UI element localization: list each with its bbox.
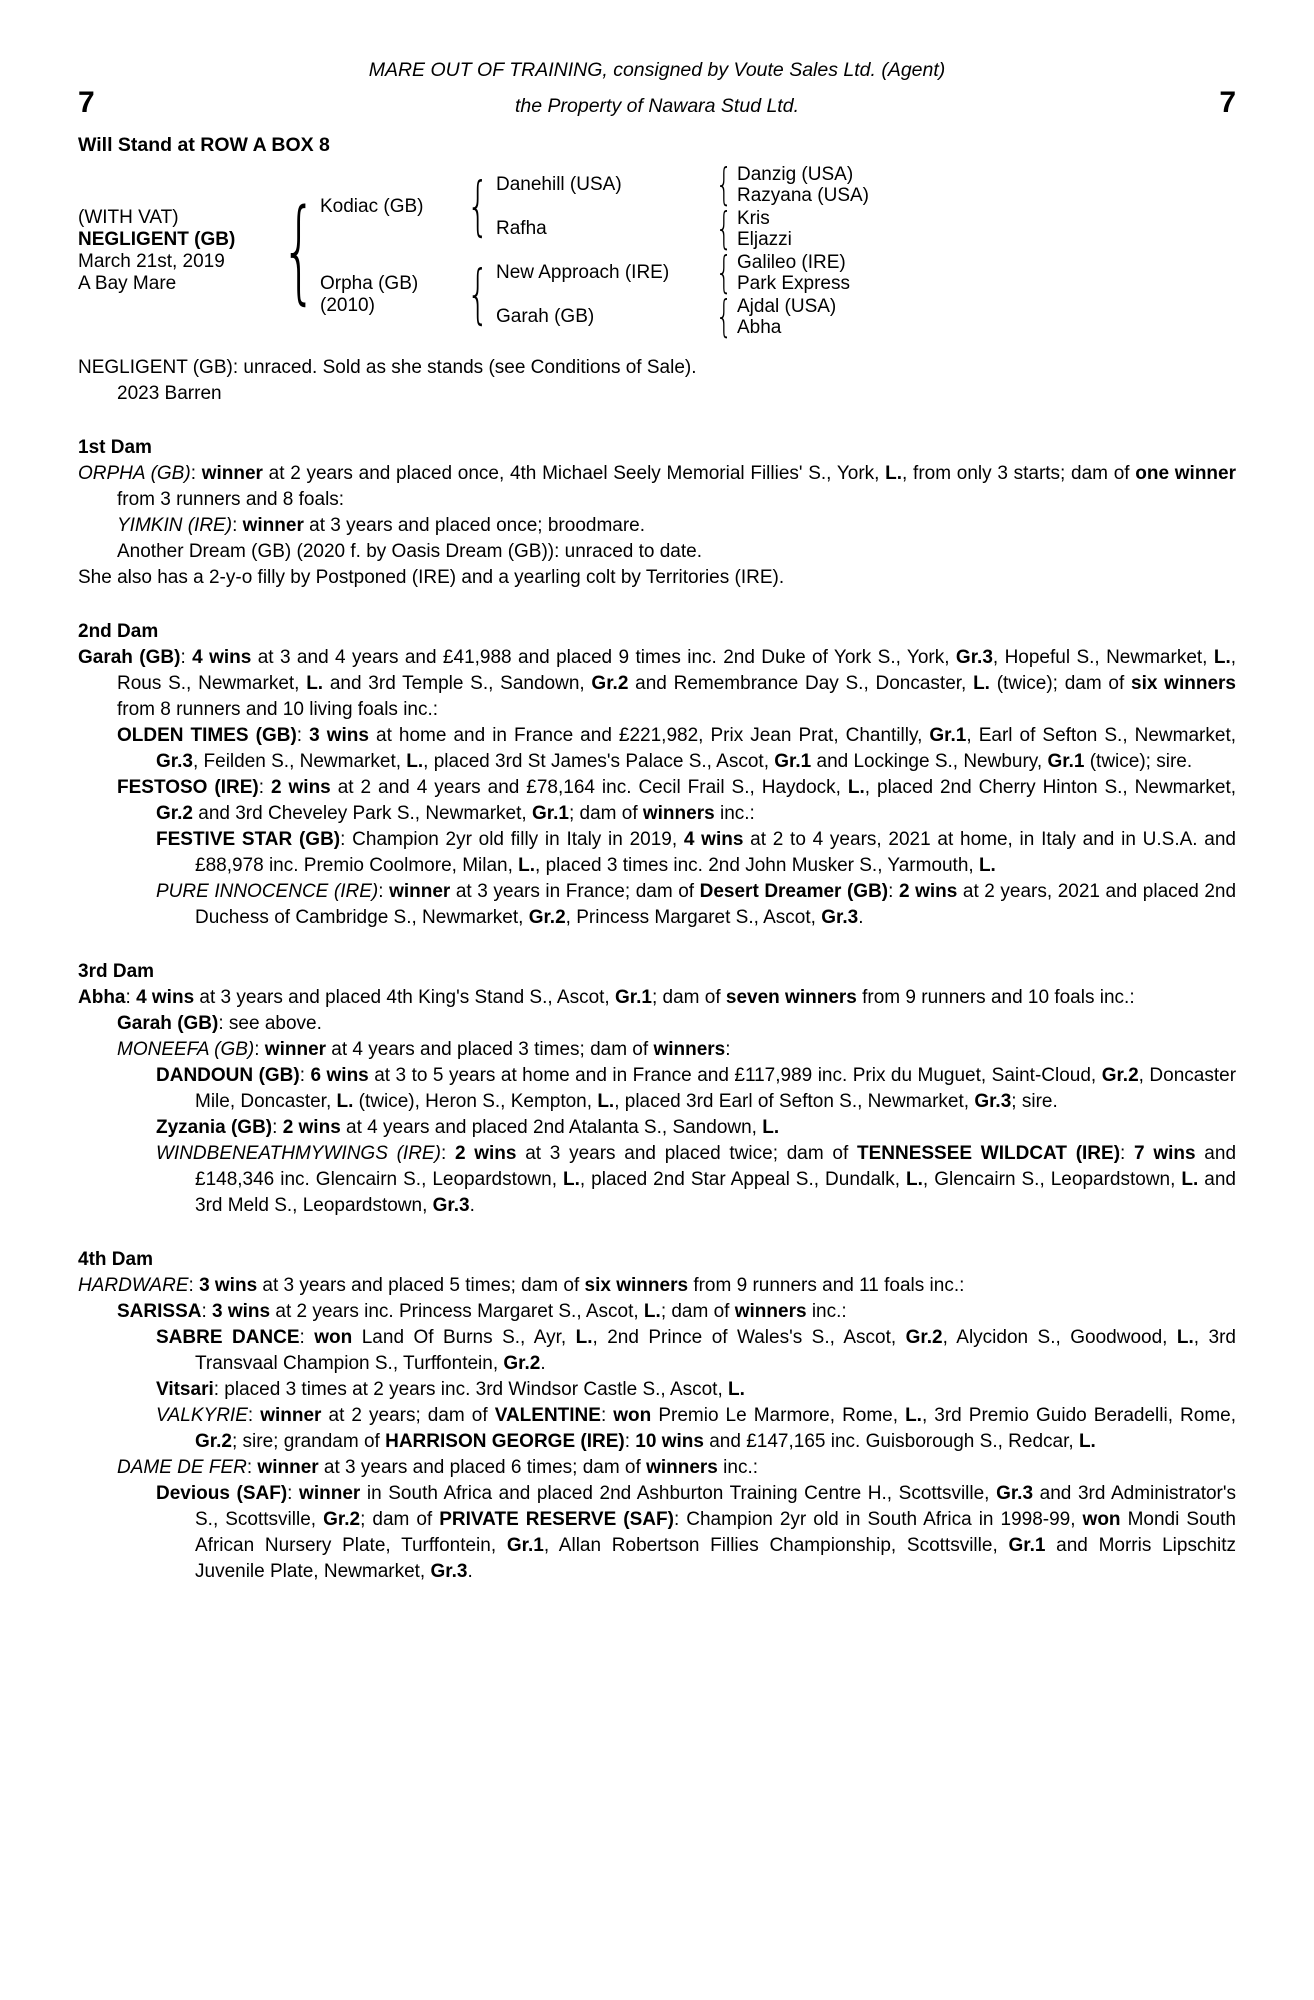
text-segment: , Rous S., Newmarket, — [117, 647, 1237, 694]
body-paragraph — [78, 827, 1236, 879]
body-paragraph — [78, 775, 1236, 827]
text-segment: from 3 runners and 8 foals: — [117, 489, 345, 510]
body-paragraph — [78, 723, 1236, 775]
text-segment: ; dam of — [360, 1509, 440, 1530]
text-segment: ; sire. — [1011, 1091, 1058, 1112]
dam-section — [78, 435, 1236, 591]
dam-sire-parents — [737, 252, 850, 295]
text-segment: at 3 years and placed once; broodmare. — [303, 515, 646, 536]
text-segment: L. — [847, 777, 865, 798]
text-segment: : — [232, 515, 243, 536]
text-segment: L. — [336, 1091, 354, 1112]
text-segment: 2023 Barren — [117, 383, 222, 404]
text-segment: L. — [885, 463, 903, 484]
text-segment: 6 wins — [310, 1065, 369, 1086]
text-segment: Land Of Burns S., Ayr, — [352, 1327, 576, 1348]
text-segment: L. — [518, 855, 536, 876]
text-segment: , Princess Margaret S., Ascot, — [565, 907, 822, 928]
sire-sire-branch — [496, 159, 869, 210]
dam-dam-sire-name: Ajdal (USA) — [737, 295, 837, 317]
text-segment: at 3 years and placed 4th King's Stand S., Ascot, — [194, 987, 615, 1008]
body-paragraph — [78, 985, 1236, 1011]
text-segment: Vitsari — [156, 1379, 214, 1400]
text-segment: , Hopeful S., Newmarket, — [992, 647, 1214, 668]
text-segment: : — [190, 463, 202, 484]
text-segment: Gr.2 — [503, 1353, 541, 1374]
text-segment: : Champion 2yr old filly in Italy in 2019, — [340, 829, 684, 850]
text-segment: Gr.1 — [1047, 751, 1085, 772]
text-segment: Gr.2 — [905, 1327, 943, 1348]
text-segment: in South Africa and placed 2nd Ashburton Training Centre H., Scottsville, — [360, 1483, 997, 1504]
text-segment: at 3 and 4 years and £41,988 and placed 9 times inc. 2nd Duke of York S., York, — [251, 647, 956, 668]
horse-details — [78, 207, 278, 295]
text-segment: L. — [1181, 1169, 1199, 1190]
text-segment: one winner — [1135, 463, 1237, 484]
text-segment: from 9 runners and 10 foals inc.: — [856, 987, 1135, 1008]
body-paragraph — [78, 1325, 1236, 1377]
section-heading: 1st Dam — [78, 437, 152, 458]
text-segment: , Alycidon S., Goodwood, — [942, 1327, 1177, 1348]
body-paragraph — [78, 1481, 1236, 1585]
text-segment: : — [246, 1457, 258, 1478]
text-segment: , 3rd Transvaal Champion S., Turffontein, — [195, 1327, 1236, 1374]
section-heading: 4th Dam — [78, 1249, 153, 1270]
text-segment: seven winners — [725, 987, 857, 1008]
text-segment: Another Dream (GB) (2020 f. by Oasis Dream (GB)): unraced to date. — [117, 541, 703, 562]
text-segment: Gr.1 — [614, 987, 652, 1008]
dam-name-block — [320, 273, 460, 317]
consignment-line: MARE OUT OF TRAINING, consigned by Voute Sales Ltd. (Agent) — [368, 59, 946, 81]
text-segment: : — [296, 725, 310, 746]
text-segment: OLDEN TIMES (GB) — [117, 725, 297, 746]
dam-dam-name: Garah (GB) — [496, 306, 595, 327]
text-segment: Gr.1 — [506, 1535, 544, 1556]
text-segment: Gr.1 — [531, 803, 569, 824]
dam-parents-column — [496, 247, 850, 342]
pedigree-table — [78, 159, 1236, 342]
text-segment: DANDOUN (GB) — [156, 1065, 300, 1086]
body-paragraph — [78, 1141, 1236, 1219]
text-segment: . — [540, 1353, 546, 1374]
body-paragraph — [78, 1273, 1236, 1299]
vat-note: (WITH VAT) — [78, 207, 179, 228]
text-segment: PURE INNOCENCE (IRE) — [156, 881, 379, 902]
text-segment: Garah (GB) — [117, 1013, 219, 1034]
text-segment: winner — [299, 1483, 361, 1504]
text-segment: 2 wins — [270, 777, 331, 798]
text-segment: 10 wins — [635, 1431, 704, 1452]
text-segment: : — [258, 777, 271, 798]
pedigree-brace: { — [715, 247, 733, 298]
text-segment: six winners — [584, 1275, 689, 1296]
gen1-column — [320, 159, 869, 342]
text-segment: Gr.1 — [774, 751, 812, 772]
text-segment: Desert Dreamer (GB) — [699, 881, 889, 902]
pedigree-brace: { — [715, 291, 733, 342]
sire-parents-column — [496, 159, 869, 254]
text-segment: Gr.2 — [323, 1509, 361, 1530]
text-segment: L. — [563, 1169, 580, 1190]
body-paragraph — [78, 565, 1236, 591]
text-segment: ; dam of — [651, 987, 726, 1008]
text-segment: 2 wins — [282, 1117, 341, 1138]
text-segment: FESTIVE STAR (GB) — [156, 829, 341, 850]
text-segment: inc.: — [806, 1301, 847, 1322]
body-paragraph — [78, 1299, 1236, 1325]
dam-sire-dam-name: Park Express — [737, 273, 850, 294]
text-segment: , Allan Robertson Fillies Championship, Scottsville, — [543, 1535, 1009, 1556]
property-line: the Property of Nawara Stud Ltd. — [515, 95, 799, 117]
text-segment: (twice); dam of — [989, 673, 1132, 694]
page-header — [78, 58, 1236, 157]
text-segment: Gr.3 — [974, 1091, 1012, 1112]
text-segment: at 3 years in France; dam of — [450, 881, 700, 902]
text-segment: Gr.2 — [591, 673, 629, 694]
text-segment: won — [613, 1405, 652, 1426]
text-segment: 3 wins — [212, 1301, 271, 1322]
body-paragraph — [78, 1063, 1236, 1115]
text-segment: . — [467, 1561, 473, 1582]
text-segment: L. — [906, 1169, 923, 1190]
text-segment: : — [624, 1431, 636, 1452]
text-segment: , Earl of Sefton S., Newmarket, — [966, 725, 1237, 746]
text-segment: : — [299, 1065, 311, 1086]
text-segment: at 4 years and placed 3 times; dam of — [326, 1039, 654, 1060]
dam-dam-parents — [737, 296, 836, 339]
text-segment: Devious (SAF) — [156, 1483, 288, 1504]
body-paragraph — [78, 1037, 1236, 1063]
text-segment: Premio Le Marmore, Rome, — [651, 1405, 906, 1426]
text-segment: ; sire; grandam of — [231, 1431, 386, 1452]
text-segment: 2 wins — [454, 1143, 517, 1164]
text-segment: (twice); sire. — [1084, 751, 1193, 772]
dam-section — [78, 959, 1236, 1219]
text-segment: and £148,346 inc. Glencairn S., Leopardstown, — [195, 1143, 1237, 1190]
text-segment: : — [125, 987, 137, 1008]
text-segment: and £147,165 inc. Guisborough S., Redcar, — [703, 1431, 1079, 1452]
dam-section — [78, 619, 1236, 931]
text-segment: from 8 runners and 10 living foals inc.: — [117, 699, 439, 720]
text-segment: and Remembrance Day S., Doncaster, — [628, 673, 974, 694]
text-segment: Gr.3 — [996, 1483, 1034, 1504]
text-segment: winner — [257, 1457, 319, 1478]
lot-header-row — [78, 86, 1236, 120]
text-segment: : — [254, 1039, 265, 1060]
text-segment: L. — [306, 673, 324, 694]
body-paragraph — [78, 355, 1236, 381]
text-segment: L. — [973, 673, 990, 694]
dam-dam-dam-name: Abha — [737, 317, 782, 338]
dam-sire-branch — [496, 247, 850, 298]
text-segment: 2 wins — [898, 881, 958, 902]
text-segment: at 3 years and placed twice; dam of — [516, 1143, 857, 1164]
text-segment: 7 wins — [1134, 1143, 1196, 1164]
text-segment: winners — [642, 803, 715, 824]
text-segment: L. — [1078, 1431, 1096, 1452]
pedigree-brace: { — [466, 170, 490, 244]
text-segment: Garah (GB) — [78, 647, 181, 668]
text-segment: inc.: — [717, 1457, 758, 1478]
text-segment: , placed 3rd St James's Palace S., Ascot, — [423, 751, 775, 772]
text-segment: : — [725, 1039, 731, 1060]
text-segment: : — [201, 1301, 213, 1322]
sire-sire-parents — [737, 164, 869, 207]
text-segment: L. — [762, 1117, 780, 1138]
body-paragraph — [78, 513, 1236, 539]
text-segment: YIMKIN (IRE) — [117, 515, 233, 536]
text-segment: inc.: — [714, 803, 755, 824]
sire-dam-parents — [737, 208, 792, 251]
body-paragraph — [78, 1455, 1236, 1481]
text-segment: Zyzania (GB) — [156, 1117, 273, 1138]
dam-section — [78, 1247, 1236, 1585]
text-segment: at 2 to 4 years, 2021 at home, in Italy and in U.S.A. and £88,978 inc. Premio Coolmore, Milan, — [195, 829, 1236, 876]
sire-sire-sire-name: Danzig (USA) — [737, 163, 854, 185]
text-segment: Gr.1 — [1008, 1535, 1046, 1556]
text-segment: winner — [264, 1039, 327, 1060]
text-segment: from 9 runners and 11 foals inc.: — [688, 1275, 965, 1296]
text-segment: HARDWARE — [78, 1275, 189, 1296]
text-segment: at 4 years and placed 2nd Atalanta S., Sandown, — [340, 1117, 763, 1138]
text-segment: 4 wins — [136, 987, 195, 1008]
text-segment: and 3rd Cheveley Park S., Newmarket, — [192, 803, 532, 824]
text-segment: Gr.2 — [195, 1431, 232, 1452]
text-segment: : — [378, 881, 390, 902]
text-segment: : — [440, 1143, 455, 1164]
text-segment: : — [888, 881, 899, 902]
text-segment: at 2 years and placed once, 4th Michael Seely Memorial Fillies' S., York, — [262, 463, 886, 484]
text-segment: , Glencairn S., Leopardstown, — [922, 1169, 1182, 1190]
text-segment: : Champion 2yr old in South Africa in 1998-99, — [673, 1509, 1083, 1530]
text-segment: at 3 years and placed 5 times; dam of — [257, 1275, 585, 1296]
text-segment: won — [314, 1327, 353, 1348]
dam-name: Orpha (GB) — [320, 273, 419, 294]
pedigree-brace: { — [466, 258, 490, 332]
text-segment: 3 wins — [309, 725, 369, 746]
text-segment: and Lockinge S., Newbury, — [811, 751, 1048, 772]
text-segment: : placed 3 times at 2 years inc. 3rd Windsor Castle S., Ascot, — [213, 1379, 729, 1400]
text-segment: , Feilden S., Newmarket, — [192, 751, 407, 772]
text-segment: Gr.2 — [156, 803, 193, 824]
text-segment: 4 wins — [683, 829, 744, 850]
section-heading: 2nd Dam — [78, 621, 159, 642]
dam-dam-branch — [496, 291, 850, 342]
sire-dam-branch — [496, 203, 869, 254]
text-segment: ORPHA (GB) — [78, 463, 191, 484]
body-paragraph — [78, 381, 1236, 407]
text-segment: : — [272, 1117, 283, 1138]
text-segment: HARRISON GEORGE (IRE) — [385, 1431, 625, 1452]
sire-dam-name: Rafha — [496, 218, 547, 239]
body-paragraph — [78, 461, 1236, 513]
body-paragraph — [78, 539, 1236, 565]
text-segment: PRIVATE RESERVE (SAF) — [439, 1509, 674, 1530]
text-segment: Gr.2 — [528, 907, 566, 928]
text-segment: (twice), Heron S., Kempton, — [353, 1091, 598, 1112]
text-segment: 3 wins — [199, 1275, 258, 1296]
horse-description: A Bay Mare — [78, 273, 177, 294]
text-segment: L. — [406, 751, 424, 772]
text-segment: MONEEFA (GB) — [117, 1039, 255, 1060]
text-segment: , from only 3 starts; dam of — [902, 463, 1136, 484]
dam-sire-sire-name: Galileo (IRE) — [737, 251, 846, 273]
text-segment: ; dam of — [660, 1301, 735, 1322]
text-segment: Gr.3 — [430, 1561, 468, 1582]
text-segment: VALENTINE — [494, 1405, 601, 1426]
stand-location-line: Will Stand at ROW A BOX 8 — [78, 134, 330, 156]
text-segment: L. — [905, 1405, 922, 1426]
text-segment: Abha — [78, 987, 126, 1008]
text-segment: WINDBENEATHMYWINGS (IRE) — [156, 1143, 441, 1164]
text-segment: L. — [728, 1379, 745, 1400]
lot-number-left: 7 — [78, 86, 95, 119]
text-segment: L. — [1176, 1327, 1194, 1348]
text-segment: : — [247, 1405, 261, 1426]
text-segment: : — [1120, 1143, 1135, 1164]
text-segment: . — [858, 907, 864, 928]
body-paragraph — [78, 879, 1236, 931]
text-segment: : — [188, 1275, 200, 1296]
sire-sire-name: Danehill (USA) — [496, 174, 622, 195]
text-segment: winner — [201, 463, 263, 484]
text-segment: and 3rd Temple S., Sandown, — [323, 673, 592, 694]
text-segment: . — [469, 1195, 475, 1216]
section-heading: 3rd Dam — [78, 961, 155, 982]
text-segment: DAME DE FER — [117, 1457, 247, 1478]
text-segment: Gr.3 — [821, 907, 859, 928]
text-segment: , placed 3 times inc. 2nd John Musker S., Yarmouth, — [535, 855, 979, 876]
text-segment: SARISSA — [117, 1301, 202, 1322]
body-paragraph — [78, 1115, 1236, 1141]
text-segment: 4 wins — [192, 647, 252, 668]
text-segment: and 3rd Meld S., Leopardstown, — [195, 1169, 1236, 1216]
text-segment: Gr.3 — [955, 647, 993, 668]
text-segment: L. — [575, 1327, 593, 1348]
text-segment: Gr.2 — [1101, 1065, 1139, 1086]
text-segment: winner — [242, 515, 304, 536]
text-segment: Gr.3 — [156, 751, 193, 772]
text-segment: winners — [653, 1039, 726, 1060]
dam-section — [78, 355, 1236, 407]
dam-foaling-year: (2010) — [320, 295, 375, 316]
text-segment: L. — [643, 1301, 661, 1322]
text-segment: at 3 years and placed 6 times; dam of — [318, 1457, 647, 1478]
text-segment: , placed 3rd Earl of Sefton S., Newmarket, — [614, 1091, 975, 1112]
text-segment: She also has a 2-y-o filly by Postponed (IRE) and a yearling colt by Territories (IRE). — [78, 567, 785, 588]
horse-name: NEGLIGENT (GB) — [78, 229, 236, 250]
text-segment: VALKYRIE — [156, 1405, 248, 1426]
pedigree-text — [78, 355, 1236, 1585]
dam-branch — [320, 247, 869, 342]
lot-number-right: 7 — [1219, 86, 1236, 119]
text-segment: Mondi South African Nursery Plate, Turffontein, — [195, 1509, 1236, 1556]
text-segment: , 2nd Prince of Wales's S., Ascot, — [592, 1327, 906, 1348]
text-segment: six winners — [1131, 673, 1236, 694]
text-segment: winners — [734, 1301, 807, 1322]
text-segment: at 2 years inc. Princess Margaret S., Ascot, — [270, 1301, 644, 1322]
body-paragraph — [78, 1403, 1236, 1455]
text-segment: : — [600, 1405, 614, 1426]
text-segment: NEGLIGENT (GB): unraced. Sold as she stands (see Conditions of Sale). — [78, 357, 697, 378]
text-segment: at 2 years, 2021 and placed 2nd Duchess of Cambridge S., Newmarket, — [195, 881, 1237, 928]
text-segment: L. — [1213, 647, 1231, 668]
text-segment: : — [180, 647, 193, 668]
dam-sire-name: New Approach (IRE) — [496, 262, 670, 283]
sire-name: Kodiac (GB) — [320, 196, 424, 217]
text-segment: and Morris Lipschitz Juvenile Plate, Newmarket, — [195, 1535, 1237, 1582]
text-segment: Gr.1 — [929, 725, 967, 746]
sire-sire-dam-name: Razyana (USA) — [737, 185, 869, 206]
sire-dam-dam-name: Eljazzi — [737, 229, 792, 250]
text-segment: won — [1082, 1509, 1121, 1530]
pedigree-brace: { — [715, 159, 733, 210]
sire-branch — [320, 159, 869, 254]
text-segment: Gr.3 — [432, 1195, 470, 1216]
text-segment: winners — [646, 1457, 718, 1478]
text-segment: at home and in France and £221,982, Prix Jean Prat, Chantilly, — [368, 725, 930, 746]
text-segment: , 3rd Premio Guido Beradelli, Rome, — [921, 1405, 1236, 1426]
text-segment: at 2 years; dam of — [321, 1405, 495, 1426]
text-segment: at 3 to 5 years at home and in France and £117,989 inc. Prix du Muguet, Saint-Cloud, — [368, 1065, 1102, 1086]
text-segment: ; dam of — [568, 803, 643, 824]
text-segment: , placed 2nd Cherry Hinton S., Newmarket, — [864, 777, 1237, 798]
text-segment: L. — [597, 1091, 615, 1112]
pedigree-brace: { — [281, 186, 317, 316]
text-segment: winner — [260, 1405, 322, 1426]
text-segment: , Doncaster Mile, Doncaster, — [195, 1065, 1237, 1112]
body-paragraph — [78, 645, 1236, 723]
text-segment: FESTOSO (IRE) — [117, 777, 259, 798]
foaling-date: March 21st, 2019 — [78, 251, 225, 272]
text-segment: : — [299, 1327, 315, 1348]
sire-dam-sire-name: Kris — [737, 207, 770, 229]
body-paragraph — [78, 1011, 1236, 1037]
text-segment: : — [287, 1483, 300, 1504]
text-segment: : see above. — [218, 1013, 322, 1034]
text-segment: at 2 and 4 years and £78,164 inc. Cecil Frail S., Haydock, — [330, 777, 848, 798]
text-segment: L. — [978, 855, 996, 876]
body-paragraph — [78, 1377, 1236, 1403]
text-segment: TENNESSEE WILDCAT (IRE) — [856, 1143, 1121, 1164]
text-segment: winner — [389, 881, 451, 902]
text-segment: , placed 2nd Star Appeal S., Dundalk, — [579, 1169, 907, 1190]
text-segment: and 3rd Administrator's S., Scottsville, — [195, 1483, 1236, 1530]
pedigree-brace: { — [715, 203, 733, 254]
text-segment: SABRE DANCE — [156, 1327, 300, 1348]
